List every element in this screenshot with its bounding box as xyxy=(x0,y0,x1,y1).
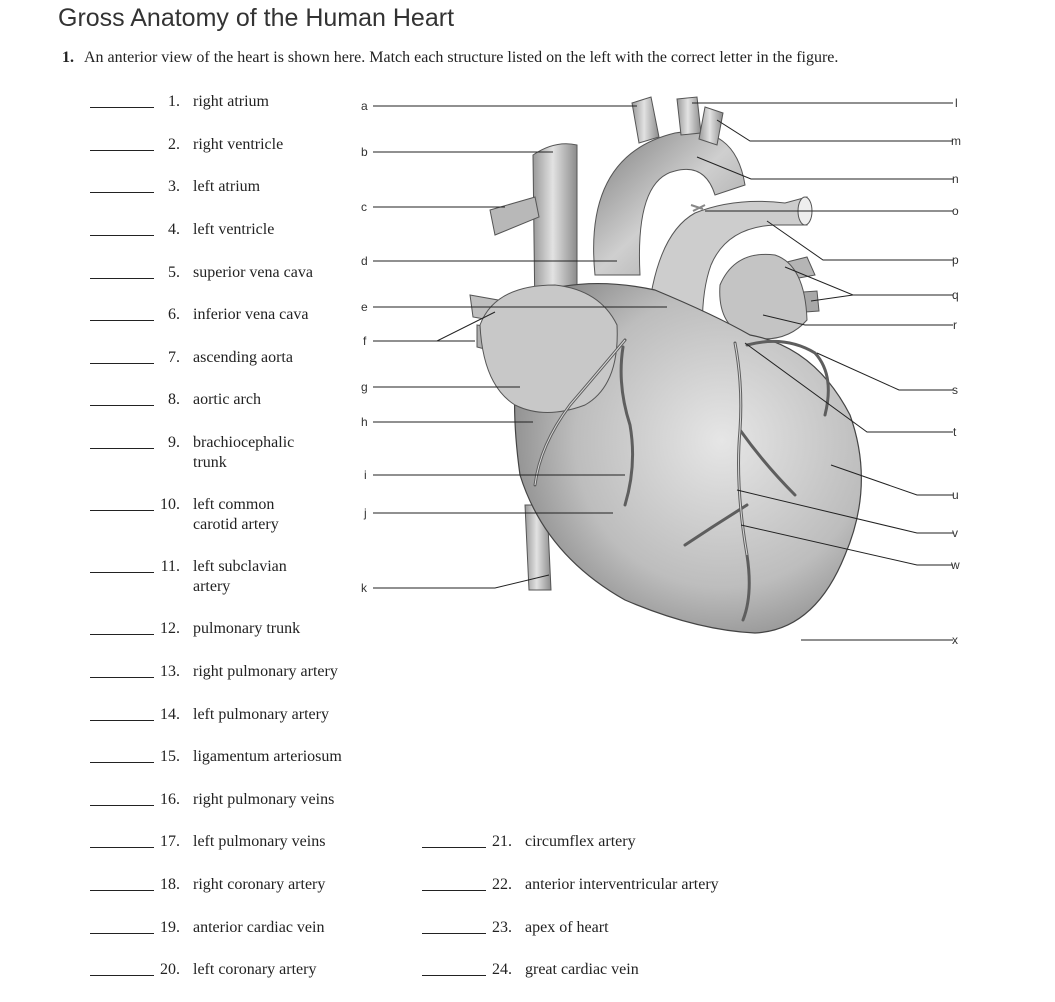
item-number: 24. xyxy=(492,961,512,978)
item-text: superior vena cava xyxy=(193,264,313,281)
page-title: Gross Anatomy of the Human Heart xyxy=(58,4,455,32)
item-text: right pulmonary artery xyxy=(193,663,338,680)
label-s: s xyxy=(952,383,958,397)
item-text: great cardiac vein xyxy=(525,961,639,978)
label-q: q xyxy=(952,288,959,302)
label-a: a xyxy=(361,99,368,113)
item-number: 2. xyxy=(168,136,180,153)
item-number: 19. xyxy=(160,919,180,936)
item-text: right pulmonary veins xyxy=(193,791,335,808)
label-f: f xyxy=(363,334,367,348)
label-v: v xyxy=(952,526,958,540)
item-number: 22. xyxy=(492,876,512,893)
item-number: 7. xyxy=(168,349,180,366)
item-text: ligamentum arteriosum xyxy=(193,748,342,765)
item-text: right ventricle xyxy=(193,136,284,153)
item-text: aortic arch xyxy=(193,391,261,408)
item-number: 3. xyxy=(168,178,180,195)
item-text: left pulmonary artery xyxy=(193,706,329,723)
item-number: 5. xyxy=(168,264,180,281)
item-number: 21. xyxy=(492,833,512,850)
item-number: 20. xyxy=(160,961,180,978)
item-number: 1. xyxy=(168,93,180,110)
item-number: 4. xyxy=(168,221,180,238)
right-pulmonary-artery xyxy=(490,197,539,235)
item-text: left pulmonary veins xyxy=(193,833,326,850)
item-number: 18. xyxy=(160,876,180,893)
label-b: b xyxy=(361,145,368,159)
item-number: 13. xyxy=(160,663,180,680)
label-u: u xyxy=(952,488,959,502)
label-o: o xyxy=(952,204,959,218)
item-number: 8. xyxy=(168,391,180,408)
label-t: t xyxy=(953,425,957,439)
item-number: 6. xyxy=(168,306,180,323)
item-text: right atrium xyxy=(193,93,269,110)
label-h: h xyxy=(361,415,368,429)
labels-left xyxy=(361,99,368,595)
item-number: 10. xyxy=(160,496,180,513)
label-x: x xyxy=(952,633,958,647)
question-prompt xyxy=(62,49,838,67)
label-c: c xyxy=(361,200,367,214)
brachiocephalic-trunk xyxy=(632,97,659,143)
item-text: anterior cardiac vein xyxy=(193,919,325,936)
item-number: 15. xyxy=(160,748,180,765)
label-g: g xyxy=(361,380,368,394)
item-text: left atrium xyxy=(193,178,261,195)
label-m: m xyxy=(951,134,961,148)
question-number: 1. xyxy=(62,49,74,66)
item-text: inferior vena cava xyxy=(193,306,309,323)
item-text: apex of heart xyxy=(525,919,609,936)
label-r: r xyxy=(953,318,957,332)
item-text: left coronary artery xyxy=(193,961,317,978)
label-p: p xyxy=(952,253,959,267)
label-l: l xyxy=(955,96,958,110)
label-n: n xyxy=(952,172,959,186)
label-i: i xyxy=(364,468,367,482)
item-number: 12. xyxy=(160,620,180,637)
label-j: j xyxy=(364,506,367,520)
item-text: pulmonary trunk xyxy=(193,620,301,637)
right-atrium xyxy=(480,285,617,413)
item-text: left subclavian artery xyxy=(193,558,287,595)
label-k: k xyxy=(361,581,367,595)
item-text: left common carotid artery xyxy=(193,496,279,533)
item-number: 16. xyxy=(160,791,180,808)
label-e: e xyxy=(361,300,368,314)
item-text: circumflex artery xyxy=(525,833,636,850)
item-text: left ventricle xyxy=(193,221,275,238)
item-number: 23. xyxy=(492,919,512,936)
item-number: 14. xyxy=(160,706,180,723)
question-text: An anterior view of the heart is shown here. Match each structure listed on the left with the correct letter in the figure. xyxy=(84,49,839,66)
labels-right xyxy=(950,96,961,647)
label-d: d xyxy=(361,254,368,268)
item-text: brachiocephalic trunk xyxy=(193,434,295,471)
item-text: ascending aorta xyxy=(193,349,293,366)
item-text: anterior interventricular artery xyxy=(525,876,719,893)
item-text: right coronary artery xyxy=(193,876,326,893)
label-w: w xyxy=(951,558,960,572)
heart-diagram xyxy=(355,85,975,655)
item-number: 9. xyxy=(168,434,180,451)
item-number: 11. xyxy=(160,558,180,575)
item-number: 17. xyxy=(160,833,180,850)
